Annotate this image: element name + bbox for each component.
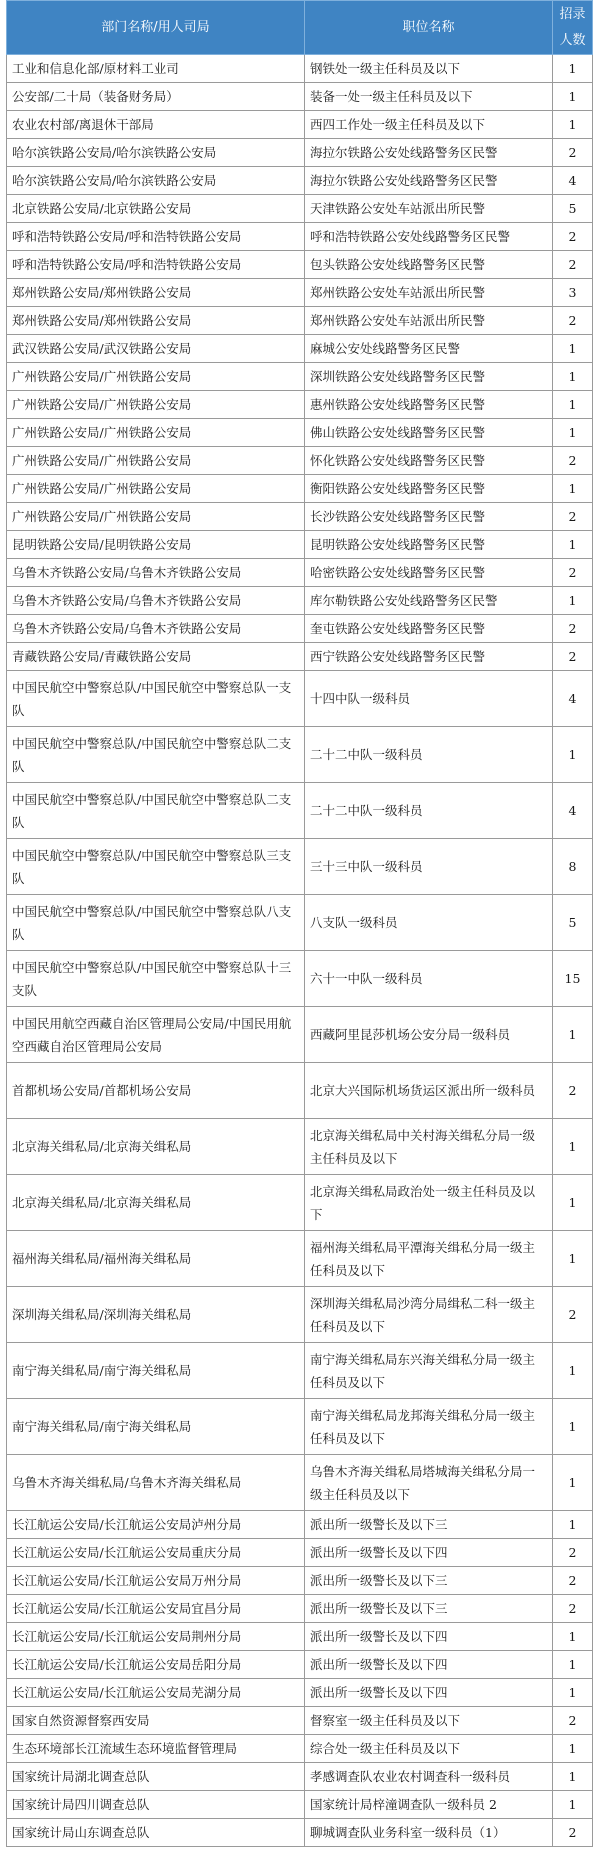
cell-department: 长江航运公安局/长江航运公安局芜湖分局 [7,1679,305,1707]
table-row [7,531,593,559]
cell-position: 派出所一级警长及以下四 [305,1539,553,1567]
cell-count: 2 [553,251,593,279]
table-row [7,895,593,951]
cell-count: 2 [553,1287,593,1343]
cell-count: 2 [553,615,593,643]
cell-count: 4 [553,671,593,727]
cell-position: 奎屯铁路公安处线路警务区民警 [305,615,553,643]
cell-department: 广州铁路公安局/广州铁路公安局 [7,363,305,391]
cell-count: 2 [553,1063,593,1119]
table-row [7,1567,593,1595]
cell-department: 生态环境部长江流域生态环境监督管理局 [7,1735,305,1763]
table-row [7,1623,593,1651]
table-row [7,1539,593,1567]
table-row [7,1231,593,1287]
table-row [7,559,593,587]
table-row [7,195,593,223]
cell-position: 二十二中队一级科员 [305,727,553,783]
cell-count: 1 [553,83,593,111]
cell-department: 呼和浩特铁路公安局/呼和浩特铁路公安局 [7,223,305,251]
cell-department: 郑州铁路公安局/郑州铁路公安局 [7,307,305,335]
cell-department: 福州海关缉私局/福州海关缉私局 [7,1231,305,1287]
cell-position: 六十一中队一级科员 [305,951,553,1007]
cell-position: 麻城公安处线路警务区民警 [305,335,553,363]
table-row [7,587,593,615]
table-body [7,55,593,1847]
cell-count: 2 [553,1539,593,1567]
cell-department: 国家自然资源督察西安局 [7,1707,305,1735]
cell-department: 中国民航空中警察总队/中国民航空中警察总队十三支队 [7,951,305,1007]
cell-position: 福州海关缉私局平潭海关缉私分局一级主任科员及以下 [305,1231,553,1287]
cell-department: 工业和信息化部/原材料工业司 [7,55,305,83]
table-row [7,783,593,839]
header-count: 招录人数 [553,1,593,55]
table-row [7,503,593,531]
recruitment-table [6,0,593,1847]
cell-department: 北京海关缉私局/北京海关缉私局 [7,1119,305,1175]
cell-count: 1 [553,419,593,447]
cell-department: 哈尔滨铁路公安局/哈尔滨铁路公安局 [7,167,305,195]
cell-department: 乌鲁木齐铁路公安局/乌鲁木齐铁路公安局 [7,559,305,587]
table-row [7,251,593,279]
table-row [7,419,593,447]
cell-count: 1 [553,1679,593,1707]
cell-position: 派出所一级警长及以下三 [305,1595,553,1623]
table-row [7,1399,593,1455]
cell-department: 公安部/二十局（装备财务局） [7,83,305,111]
cell-position: 孝感调查队农业农村调查科一级科员 [305,1763,553,1791]
cell-position: 派出所一级警长及以下三 [305,1511,553,1539]
table-row [7,447,593,475]
cell-department: 北京海关缉私局/北京海关缉私局 [7,1175,305,1231]
cell-count: 1 [553,1735,593,1763]
cell-position: 呼和浩特铁路公安处线路警务区民警 [305,223,553,251]
cell-count: 8 [553,839,593,895]
cell-position: 国家统计局梓潼调查队一级科员 2 [305,1791,553,1819]
cell-position: 北京大兴国际机场货运区派出所一级科员 [305,1063,553,1119]
cell-department: 乌鲁木齐海关缉私局/乌鲁木齐海关缉私局 [7,1455,305,1511]
cell-position: 哈密铁路公安处线路警务区民警 [305,559,553,587]
table-row [7,111,593,139]
cell-count: 2 [553,559,593,587]
cell-department: 长江航运公安局/长江航运公安局万州分局 [7,1567,305,1595]
cell-count: 2 [553,1595,593,1623]
cell-count: 4 [553,783,593,839]
table-row [7,1679,593,1707]
cell-count: 1 [553,1399,593,1455]
cell-count: 2 [553,307,593,335]
cell-department: 武汉铁路公安局/武汉铁路公安局 [7,335,305,363]
cell-department: 广州铁路公安局/广州铁路公安局 [7,475,305,503]
table-row [7,671,593,727]
cell-count: 1 [553,727,593,783]
cell-department: 中国民航空中警察总队/中国民航空中警察总队三支队 [7,839,305,895]
cell-position: 督察室一级主任科员及以下 [305,1707,553,1735]
table-row [7,1735,593,1763]
recruitment-table-container [6,0,592,1847]
cell-department: 南宁海关缉私局/南宁海关缉私局 [7,1399,305,1455]
cell-department: 广州铁路公安局/广州铁路公安局 [7,503,305,531]
cell-department: 长江航运公安局/长江航运公安局岳阳分局 [7,1651,305,1679]
cell-count: 15 [553,951,593,1007]
table-row [7,1343,593,1399]
cell-count: 1 [553,1623,593,1651]
header-department: 部门名称/用人司局 [7,1,305,55]
table-row [7,223,593,251]
table-row [7,139,593,167]
cell-position: 三十三中队一级科员 [305,839,553,895]
cell-department: 呼和浩特铁路公安局/呼和浩特铁路公安局 [7,251,305,279]
cell-position: 西四工作处一级主任科员及以下 [305,111,553,139]
cell-count: 2 [553,1567,593,1595]
cell-department: 南宁海关缉私局/南宁海关缉私局 [7,1343,305,1399]
cell-department: 中国民航空中警察总队/中国民航空中警察总队一支队 [7,671,305,727]
cell-department: 乌鲁木齐铁路公安局/乌鲁木齐铁路公安局 [7,587,305,615]
table-row [7,335,593,363]
table-row [7,1511,593,1539]
cell-position: 综合处一级主任科员及以下 [305,1735,553,1763]
table-row [7,839,593,895]
cell-count: 1 [553,1763,593,1791]
table-row [7,1651,593,1679]
cell-department: 乌鲁木齐铁路公安局/乌鲁木齐铁路公安局 [7,615,305,643]
cell-department: 国家统计局山东调查总队 [7,1819,305,1847]
cell-position: 怀化铁路公安处线路警务区民警 [305,447,553,475]
cell-department: 昆明铁路公安局/昆明铁路公安局 [7,531,305,559]
cell-department: 广州铁路公安局/广州铁路公安局 [7,419,305,447]
table-row [7,1791,593,1819]
table-row [7,1007,593,1063]
cell-position: 装备一处一级主任科员及以下 [305,83,553,111]
cell-department: 哈尔滨铁路公安局/哈尔滨铁路公安局 [7,139,305,167]
cell-count: 2 [553,1819,593,1847]
cell-count: 2 [553,139,593,167]
table-row [7,279,593,307]
cell-position: 南宁海关缉私局东兴海关缉私分局一级主任科员及以下 [305,1343,553,1399]
cell-count: 2 [553,447,593,475]
cell-count: 1 [553,111,593,139]
cell-position: 衡阳铁路公安处线路警务区民警 [305,475,553,503]
cell-position: 深圳铁路公安处线路警务区民警 [305,363,553,391]
cell-count: 1 [553,1651,593,1679]
cell-department: 广州铁路公安局/广州铁路公安局 [7,447,305,475]
table-row [7,1595,593,1623]
cell-department: 长江航运公安局/长江航运公安局泸州分局 [7,1511,305,1539]
cell-position: 惠州铁路公安处线路警务区民警 [305,391,553,419]
cell-position: 包头铁路公安处线路警务区民警 [305,251,553,279]
cell-position: 西藏阿里昆莎机场公安分局一级科员 [305,1007,553,1063]
table-row [7,167,593,195]
table-row [7,475,593,503]
table-row [7,1455,593,1511]
cell-department: 中国民航空中警察总队/中国民航空中警察总队八支队 [7,895,305,951]
cell-count: 2 [553,223,593,251]
cell-position: 海拉尔铁路公安处线路警务区民警 [305,139,553,167]
cell-position: 派出所一级警长及以下四 [305,1679,553,1707]
cell-count: 5 [553,195,593,223]
cell-position: 派出所一级警长及以下四 [305,1651,553,1679]
cell-position: 派出所一级警长及以下三 [305,1567,553,1595]
cell-department: 中国民用航空西藏自治区管理局公安局/中国民用航空西藏自治区管理局公安局 [7,1007,305,1063]
cell-count: 1 [553,475,593,503]
cell-position: 北京海关缉私局政治处一级主任科员及以下 [305,1175,553,1231]
table-row [7,1119,593,1175]
table-row [7,727,593,783]
table-row [7,391,593,419]
cell-count: 1 [553,55,593,83]
cell-position: 佛山铁路公安处线路警务区民警 [305,419,553,447]
cell-department: 长江航运公安局/长江航运公安局荆州分局 [7,1623,305,1651]
cell-position: 八支队一级科员 [305,895,553,951]
table-row [7,1063,593,1119]
cell-count: 2 [553,643,593,671]
cell-count: 1 [553,1007,593,1063]
cell-department: 郑州铁路公安局/郑州铁路公安局 [7,279,305,307]
cell-position: 西宁铁路公安处线路警务区民警 [305,643,553,671]
cell-count: 1 [553,335,593,363]
cell-position: 郑州铁路公安处车站派出所民警 [305,279,553,307]
cell-position: 郑州铁路公安处车站派出所民警 [305,307,553,335]
cell-count: 1 [553,1175,593,1231]
cell-department: 中国民航空中警察总队/中国民航空中警察总队二支队 [7,783,305,839]
cell-position: 南宁海关缉私局龙邦海关缉私分局一级主任科员及以下 [305,1399,553,1455]
cell-department: 国家统计局四川调查总队 [7,1791,305,1819]
cell-count: 1 [553,587,593,615]
header-position: 职位名称 [305,1,553,55]
table-row [7,1287,593,1343]
cell-count: 5 [553,895,593,951]
cell-position: 钢铁处一级主任科员及以下 [305,55,553,83]
cell-position: 乌鲁木齐海关缉私局塔城海关缉私分局一级主任科员及以下 [305,1455,553,1511]
cell-department: 深圳海关缉私局/深圳海关缉私局 [7,1287,305,1343]
cell-count: 1 [553,1231,593,1287]
cell-department: 首都机场公安局/首都机场公安局 [7,1063,305,1119]
cell-position: 深圳海关缉私局沙湾分局缉私二科一级主任科员及以下 [305,1287,553,1343]
cell-count: 1 [553,531,593,559]
cell-count: 3 [553,279,593,307]
table-header [7,1,593,55]
cell-count: 2 [553,503,593,531]
table-row [7,951,593,1007]
cell-position: 十四中队一级科员 [305,671,553,727]
cell-count: 1 [553,1343,593,1399]
table-row [7,1707,593,1735]
cell-count: 2 [553,1707,593,1735]
cell-count: 1 [553,391,593,419]
cell-position: 二十二中队一级科员 [305,783,553,839]
cell-position: 聊城调查队业务科室一级科员（1） [305,1819,553,1847]
cell-department: 中国民航空中警察总队/中国民航空中警察总队二支队 [7,727,305,783]
table-row [7,363,593,391]
cell-position: 库尔勒铁路公安处线路警务区民警 [305,587,553,615]
table-row [7,55,593,83]
table-row [7,643,593,671]
cell-count: 1 [553,1791,593,1819]
cell-department: 长江航运公安局/长江航运公安局宜昌分局 [7,1595,305,1623]
cell-department: 农业农村部/离退休干部局 [7,111,305,139]
cell-position: 长沙铁路公安处线路警务区民警 [305,503,553,531]
cell-position: 北京海关缉私局中关村海关缉私分局一级主任科员及以下 [305,1119,553,1175]
cell-department: 北京铁路公安局/北京铁路公安局 [7,195,305,223]
table-row [7,615,593,643]
cell-department: 国家统计局湖北调查总队 [7,1763,305,1791]
cell-position: 海拉尔铁路公安处线路警务区民警 [305,167,553,195]
table-row [7,307,593,335]
cell-count: 1 [553,1119,593,1175]
cell-department: 广州铁路公安局/广州铁路公安局 [7,391,305,419]
cell-count: 1 [553,363,593,391]
table-row [7,1175,593,1231]
table-row [7,83,593,111]
cell-position: 天津铁路公安处车站派出所民警 [305,195,553,223]
cell-position: 昆明铁路公安处线路警务区民警 [305,531,553,559]
cell-department: 青藏铁路公安局/青藏铁路公安局 [7,643,305,671]
table-row [7,1763,593,1791]
cell-count: 1 [553,1455,593,1511]
cell-department: 长江航运公安局/长江航运公安局重庆分局 [7,1539,305,1567]
header-row [7,1,593,55]
cell-count: 4 [553,167,593,195]
cell-position: 派出所一级警长及以下四 [305,1623,553,1651]
table-row [7,1819,593,1847]
cell-count: 1 [553,1511,593,1539]
